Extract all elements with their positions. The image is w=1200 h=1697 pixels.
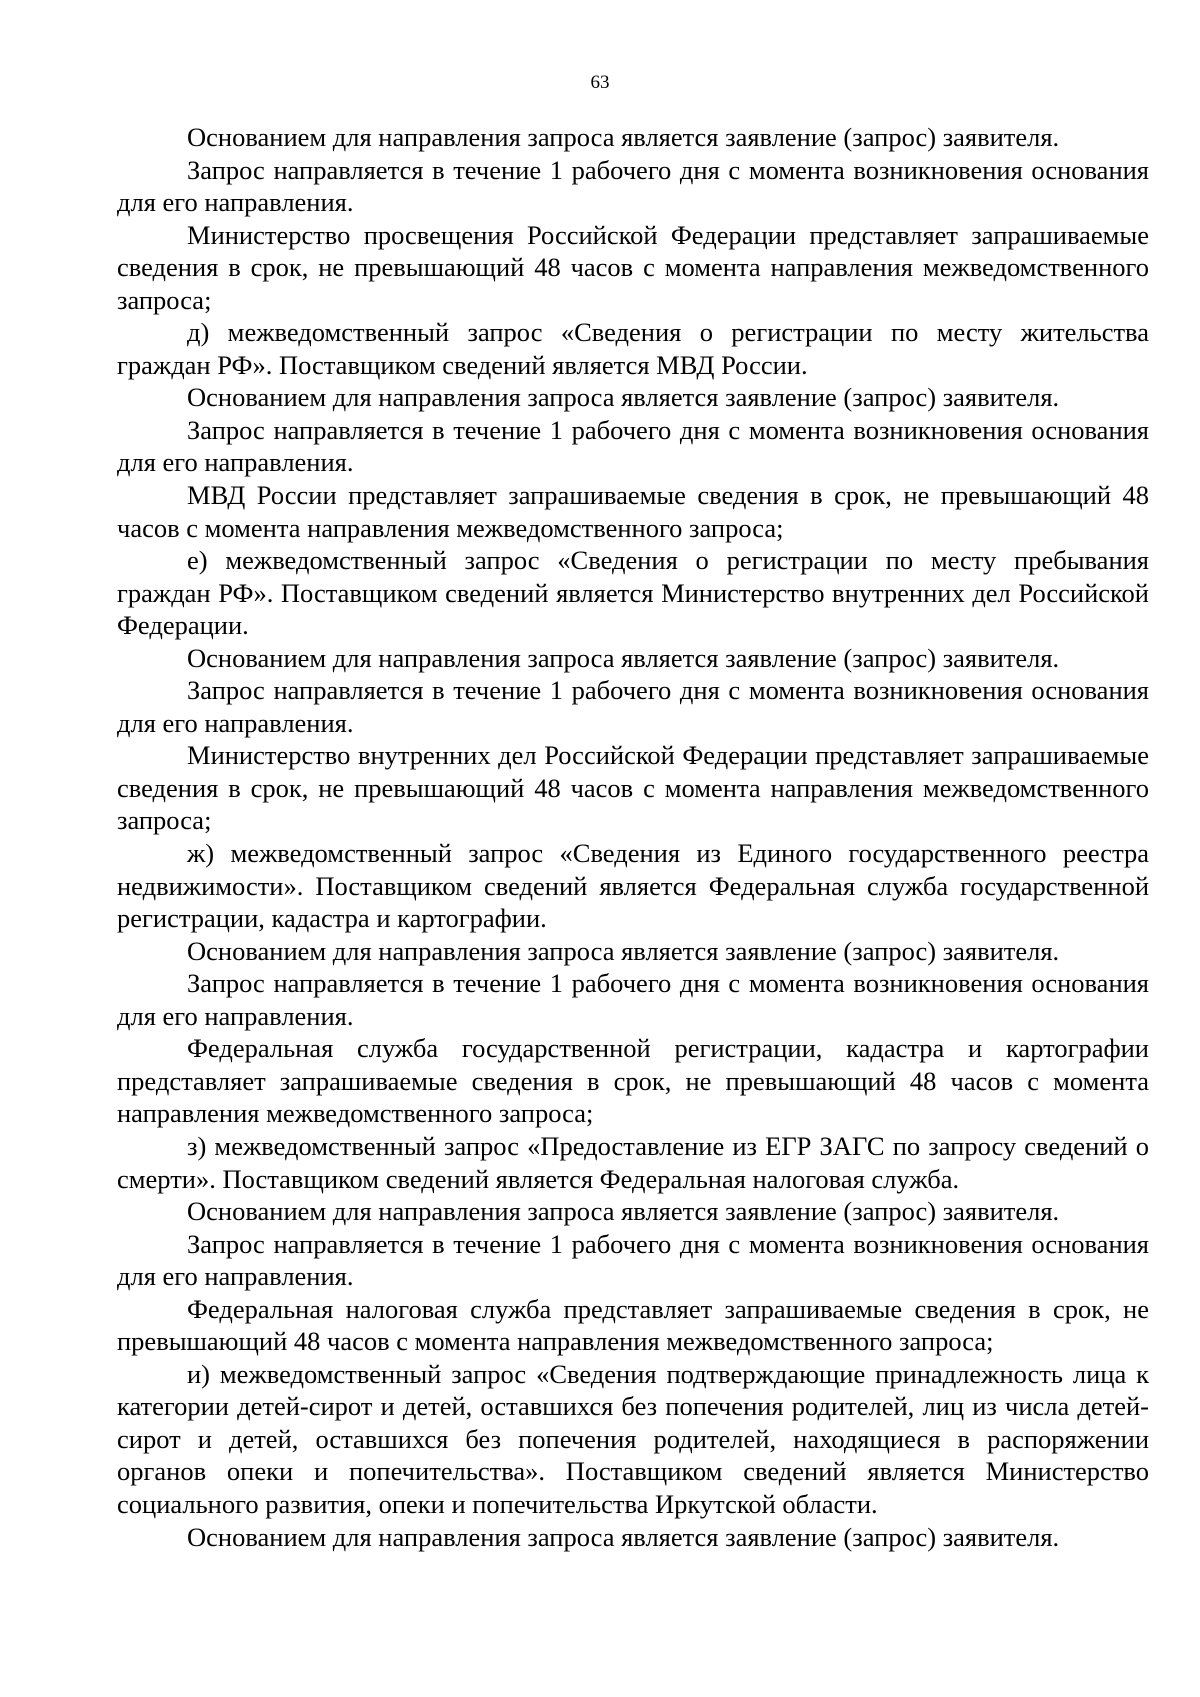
paragraph: Министерство просвещения Российской Федерации представляет запрашиваемые сведения в срок, не превышающий 48 часов с момента направления межведомственного запроса; [117, 219, 1149, 315]
paragraph: Запрос направляется в течение 1 рабочего дня с момента возникновения основания для его направления. [117, 154, 1149, 218]
page-number: 63 [590, 72, 610, 93]
paragraph: Основанием для направления запроса является заявление (запрос) заявителя. [187, 935, 1060, 966]
paragraph: д) межведомственный запрос «Сведения о регистрации по месту жительства граждан РФ». Поставщиком сведений является МВД России. [117, 317, 1149, 380]
paragraph: и) межведомственный запрос «Сведения подтверждающие принадлежность лица к категории детей-сирот и детей, оставшихся без попечения родителей, лиц из числа детей-сирот и детей, оставшихся без попечения родителей, находящиеся в распоряжении органов опеки и попечительства». Поставщиком сведений является Министерство социального развития, опеки и попечительства Иркутской области. [117, 1358, 1149, 1519]
paragraph: Основанием для направления запроса является заявление (запрос) заявителя. [187, 1521, 1060, 1552]
paragraph: Запрос направляется в течение 1 рабочего дня с момента возникновения основания для его направления. [117, 968, 1149, 1031]
paragraph: Запрос направляется в течение 1 рабочего дня с момента возникновения основания для его направления. [117, 675, 1149, 738]
paragraph: ж) межведомственный запрос «Сведения из Единого государственного реестра недвижимости». Поставщиком сведений является Федеральная служба государственной регистрации, кадастра и картографии. [117, 838, 1149, 934]
paragraph: Основанием для направления запроса является заявление (запрос) заявителя. [187, 1196, 1060, 1227]
paragraph: Запрос направляется в течение 1 рабочего дня с момента возникновения основания для его направления. [117, 1228, 1149, 1292]
document-body [117, 121, 1149, 1553]
paragraph: Основанием для направления запроса является заявление (запрос) заявителя. [187, 642, 1060, 673]
paragraph: Основанием для направления запроса является заявление (запрос) заявителя. [187, 122, 1060, 152]
paragraph: з) межведомственный запрос «Предоставление из ЕГР ЗАГС по запросу сведений о смерти». Поставщиком сведений является Федеральная налоговая служба. [117, 1130, 1149, 1194]
paragraph: е) межведомственный запрос «Сведения о регистрации по месту пребывания граждан РФ». Поставщиком сведений является Министерство внутренних дел Российской Федерации. [117, 545, 1149, 641]
paragraph: Федеральная служба государственной регистрации, кадастра и картографии представляет запрашиваемые сведения в срок, не превышающий 48 часов с момента направления межведомственного запроса; [117, 1033, 1149, 1129]
paragraph: Запрос направляется в течение 1 рабочего дня с момента возникновения основания для его направления. [117, 414, 1149, 478]
paragraph: Основанием для направления запроса является заявление (запрос) заявителя. [187, 382, 1060, 413]
paragraph: Федеральная налоговая служба представляет запрашиваемые сведения в срок, не превышающий 48 часов с момента направления межведомственного запроса; [117, 1293, 1149, 1357]
paragraph: МВД России представляет запрашиваемые сведения в срок, не превышающий 48 часов с момента направления межведомственного запроса; [117, 480, 1149, 543]
paragraph: Министерство внутренних дел Российской Федерации представляет запрашиваемые сведения в срок, не превышающий 48 часов с момента направления межведомственного запроса; [117, 740, 1149, 836]
